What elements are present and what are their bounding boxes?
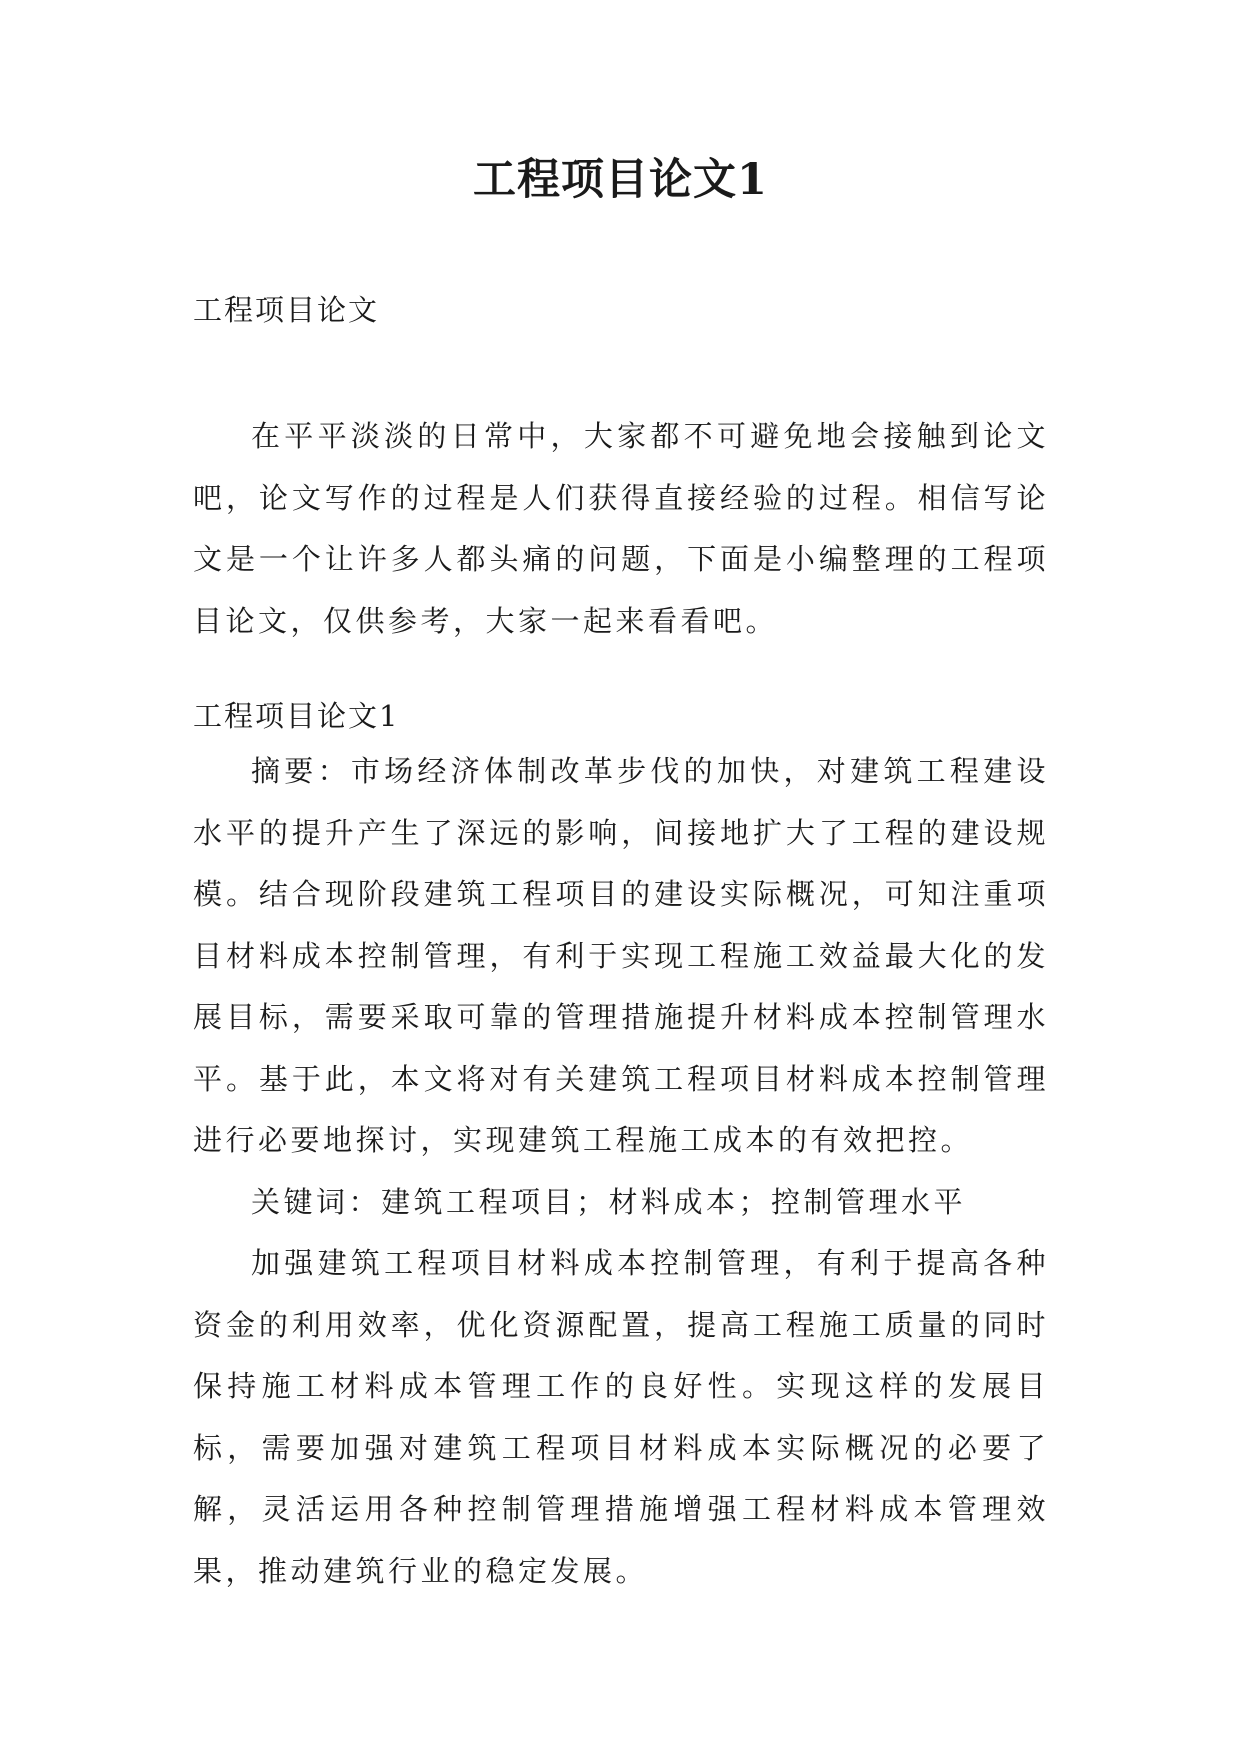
keywords-paragraph: 关键词：建筑工程项目；材料成本；控制管理水平 [251, 1184, 967, 1219]
intro-paragraph: 在平平淡淡的日常中，大家都不可避免地会接触到论文吧，论文写作的过程是人们获得直接经验的过程。相信写论文是一个让许多人都头痛的问题，下面是小编整理的工程项目论文，仅供参考，大家一起来看看吧。 [193, 419, 1049, 638]
body-paragraph: 加强建筑工程项目材料成本控制管理，有利于提高各种资金的利用效率，优化资源配置，提高工程施工质量的同时保持施工材料成本管理工作的良好性。实现这样的发展目标，需要加强对建筑工程项目材料成本实际概况的必要了解，灵活运用各种控制管理措施增强工程材料成本管理效果，推动建筑行业的稳定发展。 [193, 1246, 1049, 1588]
intro-section [193, 406, 1049, 652]
section-heading: 工程项目论文1 [193, 699, 400, 733]
main-section [193, 741, 1049, 1602]
document-subtitle: 工程项目论文 [193, 293, 380, 327]
abstract-paragraph: 摘要：市场经济体制改革步伐的加快，对建筑工程建设水平的提升产生了深远的影响，间接地扩大了工程的建设规模。结合现阶段建筑工程项目的建设实际概况，可知注重项目材料成本控制管理，有利于实现工程施工效益最大化的发展目标，需要采取可靠的管理措施提升材料成本控制管理水平。基于此，本文将对有关建筑工程项目材料成本控制管理进行必要地探讨，实现建筑工程施工成本的有效把控。 [193, 754, 1049, 1157]
document-title: 工程项目论文1 [473, 155, 768, 205]
